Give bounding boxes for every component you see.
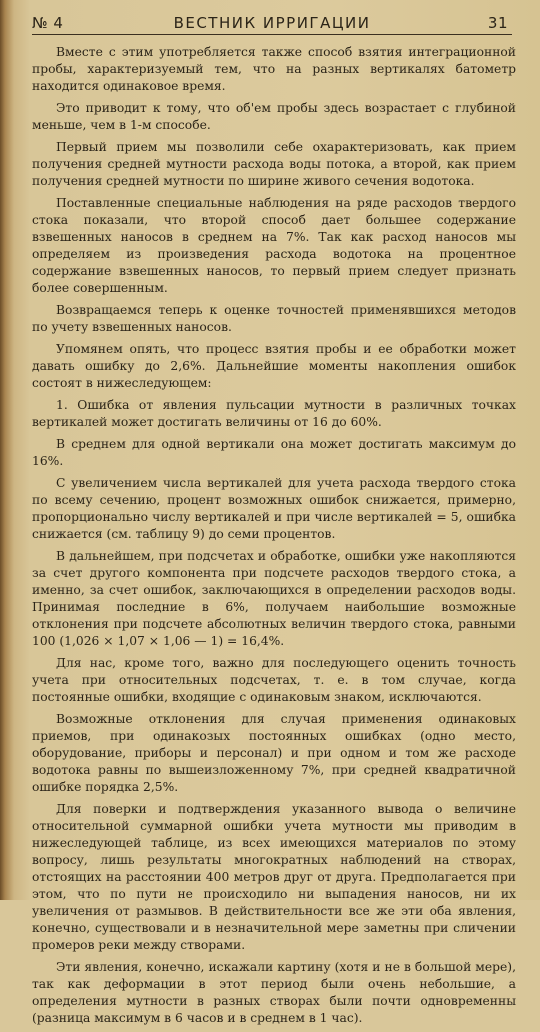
paragraph: Для поверки и подтверждения указанного вывода о величине относительной суммарной ошибки учета мутности мы приводим в нижеследующей таблице, из всех имеющихся материалов по этому вопросу, лишь результаты многократных наблюдений на створах, отстоящих на расстоянии 400 метров друг от друга. Предполагается при этом, что по пути не происходило ни выпадения наносов, ни их увеличения от размывов. В действительности все же эти оба явления, конечно, существовали и в незначительной мере заметны при сличении промеров реки между створами.: [32, 802, 516, 952]
paragraph: Возвращаемся теперь к оценке точностей применявшихся методов по учету взвешенных наносов.: [32, 303, 516, 334]
paragraph: В среднем для одной вертикали она может достигать максимум до 16%.: [32, 437, 516, 468]
paragraph: Поставленные специальные наблюдения на ряде расходов твердого стока показали, что второй способ дает большее содержание взвешенных наносов в среднем на 7%. Так как расход наносов мы определяем из произведения расхода водотока на процентное содержание взвешенных наносов, то первый прием следует признать более совершенным.: [32, 196, 516, 295]
paragraph: С увеличением числа вертикалей для учета расхода твердого стока по всему сечению, процент возможных ошибок снижается, примерно, пропорционально числу вертикалей и при числе вертикалей = 5, ошибка снижается (см. таблицу 9) до семи процентов.: [32, 476, 516, 541]
running-header: [32, 8, 512, 35]
page-number: 31: [487, 14, 508, 32]
paragraph: Возможные отклонения для случая применения одинаковых приемов, при одинакозых постоянных ошибках (одно место, оборудование, приборы и персонал) и при одном и том же расходе водотока равны по вышеизложенному 7%, при средней квадратичной ошибке порядка 2,5%.: [32, 712, 516, 794]
article-body: [32, 44, 516, 1032]
issue-number: № 4: [32, 14, 64, 32]
paragraph: Вместе с этим употребляется также способ взятия интеграционной пробы, характеризуемый тем, что на разных вертикалях батометр находится одинаковое время.: [32, 45, 516, 93]
paragraph: 1. Ошибка от явления пульсации мутности в различных точках вертикалей может достигать величины от 16 до 60%.: [32, 398, 516, 429]
paragraph: Это приводит к тому, что об'ем пробы здесь возрастает с глубиной меньше, чем в 1-м способе.: [32, 101, 516, 132]
paragraph: Эти явления, конечно, искажали картину (хотя и не в большой мере), так как деформации в этот период были очень небольшие, а определения мутности в разных створах были почти одновременны (разница максимум в 6 часов и в среднем в 1 час).: [32, 960, 516, 1025]
journal-title: ВЕСТНИК ИРРИГАЦИИ: [173, 14, 371, 32]
paragraph: Для нас, кроме того, важно для последующего оценить точность учета при относительных подсчетах, т. е. в том случае, когда постоянные ошибки, входящие с одинаковым знаком, исключаются.: [32, 656, 516, 704]
paragraph: Первый прием мы позволили себе охарактеризовать, как прием получения средней мутности расхода воды потока, а второй, как прием получения средней мутности по ширине живого сечения водотока.: [32, 140, 516, 188]
paragraph: Упомянем опять, что процесс взятия пробы и ее обработки может давать ошибку до 2,6%. Дальнейшие моменты накопления ошибок состоят в нижеследующем:: [32, 342, 516, 390]
paragraph: В дальнейшем, при подсчетах и обработке, ошибки уже накопляются за счет другого компонента при подсчете расходов твердого стока, а именно, за счет ошибок, заключающихся в определении расходов воды. Принимая последние в 6%, получаем наибольшие возможные отклонения при подсчете абсолютных величин твердого стока, равными 100 (1,026 × 1,07 × 1,06 — 1) = 16,4%.: [32, 549, 516, 648]
